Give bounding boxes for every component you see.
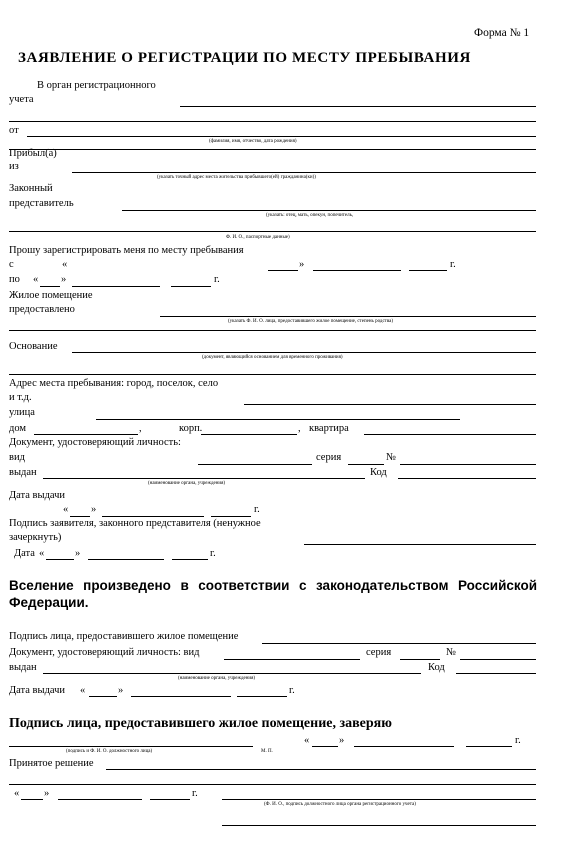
signature-date-month[interactable] <box>88 559 164 560</box>
official-date-quote-open: « <box>304 735 310 746</box>
page-title: ЗАЯВЛЕНИЕ О РЕГИСТРАЦИИ ПО МЕСТУ ПРЕБЫВАНИЯ <box>18 50 471 66</box>
issue-date-year-label: г. <box>254 504 260 515</box>
from-date-day[interactable] <box>268 270 298 271</box>
id-doc-label: Документ, удостоверяющий личность: <box>9 437 181 448</box>
issue-date-quote-close: » <box>91 504 97 515</box>
official-date-year-label: г. <box>515 735 521 746</box>
owner-issue-date-year-label: г. <box>289 685 295 696</box>
issued-field[interactable] <box>43 478 365 479</box>
signature-date-day[interactable] <box>46 559 74 560</box>
stamp-hint: М. П. <box>261 749 273 754</box>
housing-field-2[interactable] <box>9 330 536 331</box>
id-number-field[interactable] <box>400 464 536 465</box>
owner-issue-date-label: Дата выдачи <box>9 685 66 696</box>
signature-date-year[interactable] <box>172 559 208 560</box>
address-label-1: Адрес места пребывания: город, поселок, село <box>9 378 219 389</box>
from-date-label: с <box>9 259 14 270</box>
basis-hint: (документ, являющийся основанием для временного проживания) <box>202 355 343 360</box>
owner-issue-date-quote-close: » <box>118 685 124 696</box>
issued-label: выдан <box>9 467 37 478</box>
issue-date-year[interactable] <box>211 516 251 517</box>
address-field[interactable] <box>244 404 536 405</box>
basis-label: Основание <box>9 341 58 352</box>
building-comma: , <box>298 423 301 434</box>
authority-field-2[interactable] <box>9 121 536 122</box>
owner-issue-date-month[interactable] <box>131 696 231 697</box>
signature-date-quote-open: « <box>39 548 45 559</box>
owner-code-label: Код <box>428 662 445 673</box>
arrived-field[interactable] <box>72 172 536 173</box>
decision-label: Принятое решение <box>9 758 94 769</box>
from-date-month[interactable] <box>313 270 401 271</box>
basis-field[interactable] <box>72 352 536 353</box>
owner-issue-date-day[interactable] <box>89 696 117 697</box>
official-date-year[interactable] <box>466 746 512 747</box>
from-field-2[interactable] <box>9 149 536 150</box>
arrived-label-2: из <box>9 161 19 172</box>
official-date-day[interactable] <box>312 746 338 747</box>
owner-signature-field[interactable] <box>262 643 536 644</box>
from-label: от <box>9 125 19 136</box>
code-label: Код <box>370 467 387 478</box>
final-hint: (Ф. И. О., подпись должностного лица органа регистрационного учета) <box>264 802 416 807</box>
owner-id-kind-field[interactable] <box>224 659 360 660</box>
signature-label-2: зачеркнуть) <box>9 532 62 543</box>
authority-label-1: В орган регистрационного <box>37 80 156 91</box>
owner-issued-hint: (наименование органа, учреждения) <box>178 676 256 681</box>
final-date-year-label: г. <box>192 788 198 799</box>
signature-date-label: Дата <box>14 548 35 559</box>
arrived-label-1: Прибыл(а) <box>9 148 57 159</box>
to-date-label: по <box>9 274 20 285</box>
final-signature-field[interactable] <box>222 799 536 800</box>
rep-hint-2: Ф. И. О., паспортные данные) <box>226 235 290 240</box>
code-field[interactable] <box>398 478 536 479</box>
to-date-month[interactable] <box>72 286 160 287</box>
final-date-day[interactable] <box>21 799 43 800</box>
id-series-label: серия <box>316 452 342 463</box>
owner-issued-field[interactable] <box>43 673 421 674</box>
house-label: дом <box>9 423 27 434</box>
owner-series-field[interactable] <box>400 659 440 660</box>
final-date-quote-open: « <box>14 788 20 799</box>
final-date-quote-close: » <box>44 788 50 799</box>
from-field[interactable] <box>27 136 536 137</box>
signature-date-year-label: г. <box>210 548 216 559</box>
to-date-day[interactable] <box>40 286 60 287</box>
section2-title: Вселение произведено в соответствии с законодательством Российской Федерации. <box>9 578 537 610</box>
owner-issued-label: выдан <box>9 662 37 673</box>
owner-id-doc-label: Документ, удостоверяющий личность: вид <box>9 647 200 658</box>
arrived-hint: (указать точный адрес места жительства прибывшего(ей) гражданина(ки)) <box>157 175 316 180</box>
official-signature-field[interactable] <box>9 746 253 747</box>
housing-field[interactable] <box>160 316 536 317</box>
building-field[interactable] <box>201 434 297 435</box>
house-comma: , <box>139 423 142 434</box>
basis-field-2[interactable] <box>9 374 536 375</box>
from-date-year-label: г. <box>450 259 456 270</box>
issue-date-quote-open: « <box>63 504 69 515</box>
signature-date-quote-close: » <box>75 548 81 559</box>
rep-field[interactable] <box>122 210 536 211</box>
from-date-year[interactable] <box>409 270 447 271</box>
issued-hint: (наименование органа, учреждения) <box>148 481 226 486</box>
decision-field-2[interactable] <box>9 784 536 785</box>
rep-field-2[interactable] <box>9 231 536 232</box>
owner-number-label: № <box>446 647 457 658</box>
to-date-year-label: г. <box>214 274 220 285</box>
apartment-label: квартира <box>309 423 349 434</box>
form-number: Форма № 1 <box>474 27 530 39</box>
from-date-quote-close: » <box>299 259 305 270</box>
final-date-month[interactable] <box>58 799 142 800</box>
id-kind-field[interactable] <box>198 464 312 465</box>
id-number-label: № <box>386 452 397 463</box>
owner-issue-date-quote-open: « <box>80 685 86 696</box>
to-date-year[interactable] <box>171 286 211 287</box>
apartment-field[interactable] <box>364 434 536 435</box>
authority-label-2: учета <box>9 94 34 105</box>
issue-date-day[interactable] <box>70 516 90 517</box>
from-date-quote-open: « <box>62 259 68 270</box>
section3-title: Подпись лица, предоставившего жилое помещение, заверяю <box>9 716 392 731</box>
final-date-year[interactable] <box>150 799 190 800</box>
rep-label-2: представитель <box>9 198 74 209</box>
owner-code-field[interactable] <box>456 673 536 674</box>
housing-label-1: Жилое помещение <box>9 290 93 301</box>
official-date-month[interactable] <box>354 746 454 747</box>
house-field[interactable] <box>34 434 138 435</box>
building-label: корп. <box>179 423 203 434</box>
issue-date-label: Дата выдачи <box>9 490 66 501</box>
to-date-quote-open: « <box>33 274 39 285</box>
owner-signature-label: Подпись лица, предоставившего жилое помещение <box>9 631 239 642</box>
to-date-quote-close: » <box>61 274 67 285</box>
owner-issue-date-year[interactable] <box>237 696 287 697</box>
authority-field[interactable] <box>180 106 536 107</box>
street-label: улица <box>9 407 35 418</box>
official-date-quote-close: » <box>339 735 345 746</box>
owner-series-label: серия <box>366 647 392 658</box>
owner-number-field[interactable] <box>460 659 536 660</box>
id-kind-label: вид <box>9 452 25 463</box>
rep-label-1: Законный <box>9 183 53 194</box>
official-hint: (подпись и Ф. И. О. должностного лица) <box>66 749 153 754</box>
decision-field[interactable] <box>106 769 536 770</box>
housing-hint: (указать Ф. И. О. лица, предоставившего жилое помещение, степень родства) <box>228 319 394 324</box>
signature-field[interactable] <box>304 544 536 545</box>
issue-date-month[interactable] <box>102 516 204 517</box>
rep-hint: (указать: отец, мать, опекун, попечитель, <box>266 213 354 218</box>
signature-label-1: Подпись заявителя, законного представителя (ненужное <box>9 518 261 529</box>
street-field[interactable] <box>96 419 460 420</box>
address-label-2: и т.д. <box>9 392 32 403</box>
id-series-field[interactable] <box>348 464 384 465</box>
request-text: Прошу зарегистрировать меня по месту пребывания <box>9 245 244 256</box>
housing-label-2: предоставлено <box>9 304 75 315</box>
from-hint: (фамилия, имя, отчество, дата рождения) <box>209 139 297 144</box>
final-field-2[interactable] <box>222 825 536 826</box>
